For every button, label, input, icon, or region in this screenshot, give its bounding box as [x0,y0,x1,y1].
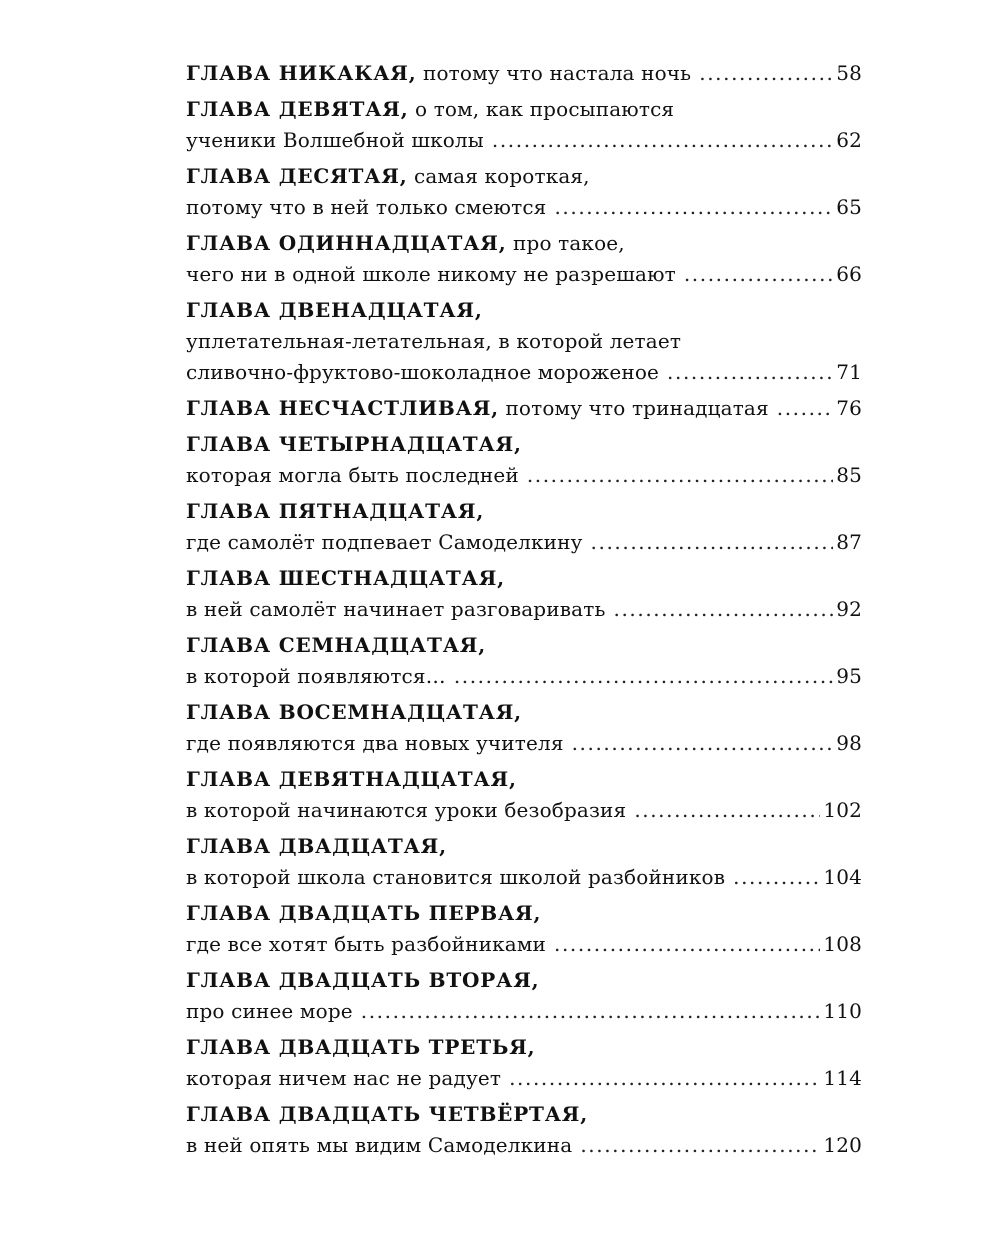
chapter-title: ГЛАВА ВОСЕМНАДЦАТАЯ, [186,700,522,724]
leader-dots [667,357,833,388]
toc-entry[interactable] [186,429,862,491]
toc-line [186,831,862,862]
leader-dots [527,460,833,491]
page-number: 110 [823,999,862,1023]
toc-line [186,295,862,326]
toc-line [186,393,862,424]
chapter-title: ГЛАВА ОДИННАДЦАТАЯ, [186,231,507,255]
page-number: 102 [823,798,862,822]
page-number: 71 [836,360,862,384]
chapter-description: о том, как просыпаются [415,97,675,121]
leader-dots [684,259,833,290]
toc-line [186,965,862,996]
toc-line [186,58,862,89]
toc-line [186,563,862,594]
chapter-title: ГЛАВА ДВАДЦАТЬ ВТОРАЯ, [186,968,540,992]
chapter-description: в которой школа становится школой разбойников [186,865,726,889]
chapter-title: ГЛАВА ДЕВЯТНАДЦАТАЯ, [186,767,517,791]
chapter-description: про синее море [186,999,353,1023]
toc-line [186,1130,862,1161]
page-number: 76 [836,396,862,420]
chapter-description: потому что тринадцатая [505,396,769,420]
chapter-description: уплетательная-летательная, в которой летает [186,329,682,353]
chapter-title: ГЛАВА ДВЕНАДЦАТАЯ, [186,298,483,322]
toc-text [186,58,691,89]
page-number: 87 [836,530,862,554]
toc-entry[interactable] [186,965,862,1027]
leader-dots [509,1063,820,1094]
toc-line [186,697,862,728]
toc-line [186,496,862,527]
toc-line [186,125,862,156]
chapter-title: ГЛАВА ДВАДЦАТАЯ, [186,834,447,858]
leader-dots [733,862,820,893]
leader-dots [591,527,834,558]
toc-line [186,527,862,558]
chapter-title: ГЛАВА ДЕВЯТАЯ, [186,97,409,121]
chapter-title: ГЛАВА ДВАДЦАТЬ ТРЕТЬЯ, [186,1035,536,1059]
chapter-title: ГЛАВА НИКАКАЯ, [186,61,417,85]
toc-entry[interactable] [186,697,862,759]
chapter-description: потому что настала ночь [423,61,692,85]
leader-dots [361,996,821,1027]
toc-line [186,326,862,357]
page-number: 114 [823,1066,862,1090]
chapter-description: самая короткая, [414,164,590,188]
toc-entry[interactable] [186,94,862,156]
toc-entry[interactable] [186,228,862,290]
leader-dots [554,929,820,960]
chapter-description: в ней самолёт начинает разговаривать [186,597,606,621]
toc-entry[interactable] [186,1032,862,1094]
toc-entry[interactable] [186,630,862,692]
toc-line [186,1063,862,1094]
leader-dots [580,1130,820,1161]
leader-dots [777,393,833,424]
toc-entry[interactable] [186,1099,862,1161]
page-number: 95 [836,664,862,688]
page-number: 65 [836,195,862,219]
toc-line [186,460,862,491]
page-number: 66 [836,262,862,286]
toc-line [186,898,862,929]
leader-dots [634,795,820,826]
toc-line [186,630,862,661]
chapter-title: ГЛАВА ШЕСТНАДЦАТАЯ, [186,566,505,590]
page-number: 58 [836,61,862,85]
toc-entry[interactable] [186,496,862,558]
chapter-description: в ней опять мы видим Самоделкина [186,1133,573,1157]
leader-dots [572,728,834,759]
page-number: 104 [823,865,862,889]
toc-line [186,661,862,692]
toc-line [186,1032,862,1063]
toc-entry[interactable] [186,58,862,89]
toc-line [186,764,862,795]
toc-line [186,862,862,893]
toc-line [186,94,862,125]
toc-line [186,1099,862,1130]
toc-entry[interactable] [186,898,862,960]
toc-line [186,192,862,223]
toc-line [186,259,862,290]
chapter-title: ГЛАВА ДЕСЯТАЯ, [186,164,408,188]
chapter-title: ГЛАВА ПЯТНАДЦАТАЯ, [186,499,485,523]
toc-line [186,161,862,192]
toc-line [186,996,862,1027]
chapter-description: которая ничем нас не радует [186,1066,502,1090]
chapter-title: ГЛАВА НЕСЧАСТЛИВАЯ, [186,396,499,420]
chapter-description: чего ни в одной школе никому не разрешают [186,262,676,286]
page-number: 120 [823,1133,862,1157]
toc-line [186,728,862,759]
leader-dots [454,661,833,692]
toc-line [186,929,862,960]
toc-line [186,228,862,259]
chapter-description: где появляются два новых учителя [186,731,564,755]
toc-line [186,429,862,460]
chapter-description: сливочно-фруктово-шоколадное мороженое [186,360,660,384]
page-number: 98 [836,731,862,755]
chapter-description: где все хотят быть разбойниками [186,932,547,956]
chapter-title: ГЛАВА ДВАДЦАТЬ ПЕРВАЯ, [186,901,542,925]
toc-entry[interactable] [186,161,862,223]
chapter-description: потому что в ней только смеются [186,195,547,219]
chapter-description: ученики Волшебной школы [186,128,484,152]
chapter-title: ГЛАВА ДВАДЦАТЬ ЧЕТВЁРТАЯ, [186,1102,589,1126]
toc-entry[interactable] [186,295,862,388]
chapter-description: в которой появляются… [186,664,446,688]
leader-dots [554,192,833,223]
page-number: 85 [836,463,862,487]
page-number: 62 [836,128,862,152]
chapter-description: про такое, [513,231,625,255]
chapter-description: где самолёт подпевает Самоделкину [186,530,583,554]
chapter-description: в которой начинаются уроки безобразия [186,798,627,822]
toc-entry[interactable] [186,563,862,625]
toc-line [186,357,862,388]
page-number: 92 [836,597,862,621]
chapter-title: ГЛАВА СЕМНАДЦАТАЯ, [186,633,486,657]
toc-text [186,393,769,424]
table-of-contents [186,58,862,1166]
toc-entry[interactable] [186,764,862,826]
leader-dots [613,594,833,625]
toc-line [186,594,862,625]
chapter-description: которая могла быть последней [186,463,519,487]
chapter-title: ГЛАВА ЧЕТЫРНАДЦАТАЯ, [186,432,522,456]
toc-line [186,795,862,826]
toc-entry[interactable] [186,831,862,893]
toc-entry[interactable] [186,393,862,424]
leader-dots [492,125,833,156]
page-number: 108 [823,932,862,956]
leader-dots [699,58,833,89]
